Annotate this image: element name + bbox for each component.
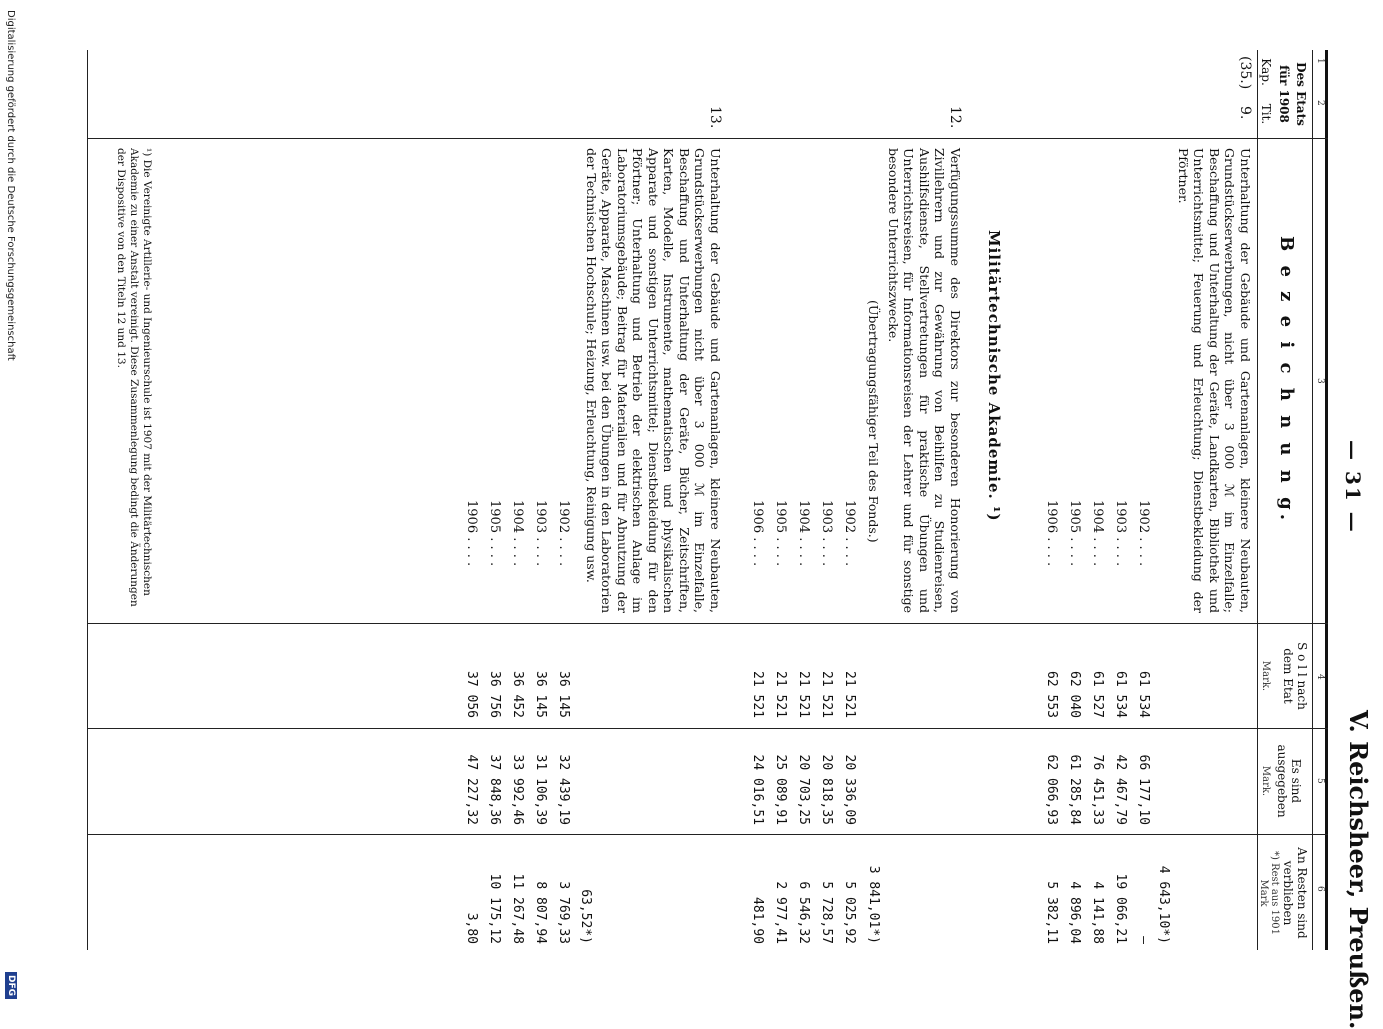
row-ausgegeben: 61 285,84 [1067, 754, 1082, 825]
col4-col5-rule [88, 728, 1328, 729]
entry-description: Unterhaltung der Gebäude und Gartenanlagen, kleinere Neubauten, Grundstückserwerbungen nicht über 3 000 ℳ im Einzelfalle, Beschaffung und Unterhaltung der Geräte, Bücher, Zeitschriften, Karten, Modelle, Instrumente, mathematischen und physikalischen Apparate und sonstigen Unterrichtsmittel; Dienstbekleidung für den Pförtner; Unterhaltung und Betrieb der elektrischen Anlage im Laboratoriumsgebäude; Beitrag für Materialien und für Abnutzung der Geräte, Apparate, Maschinen usw. bei den Übungen in den Laboratorien der Technischen Hochschule; Heizung, Erleuchtung, Reinigung usw. [584, 148, 723, 613]
row-soll: 21 521 [796, 671, 811, 718]
column-number-5: 5 [1315, 778, 1325, 784]
row-soll: 36 145 [533, 671, 548, 718]
etats-title-line2: für 1908 [1277, 65, 1291, 123]
row-rest: 2 977,41 [773, 881, 788, 944]
row-ausgegeben: 25 089,91 [773, 754, 788, 825]
row-soll: 36 452 [510, 671, 525, 718]
entry-description: Unterhaltung der Gebäude und Gartenanlagen, kleinere Neubauten, Grundstückserwerbungen, nicht über 3 000 ℳ im Einzelfalle; Beschaffung und Unterhaltung der Geräte, Landkarten, Bibliothek und Unterrichtsmittel; Feuerung und Erleuchtung; Dienstbekleidung der Pförtner. [1176, 148, 1253, 613]
column-number-2: 2 [1315, 100, 1325, 106]
row-ausgegeben: 20 336,09 [842, 754, 857, 825]
row-ausgegeben: 66 177,10 [1136, 754, 1151, 825]
row-ausgegeben: 76 451,33 [1090, 754, 1105, 825]
row-year: 1905 . . . . [773, 500, 788, 567]
row-ausgegeben: 20 703,25 [796, 754, 811, 825]
row-rest: 5 382,11 [1044, 881, 1059, 944]
row-year: 1904 . . . . [796, 500, 811, 567]
row-soll: 36 756 [487, 671, 502, 718]
row-ausgegeben: 32 439,19 [556, 754, 571, 825]
ausgegeben-unit: Mark. [1260, 765, 1271, 797]
opening-rest: 3 841,01*) [866, 865, 881, 944]
column-number-3: 3 [1315, 378, 1325, 384]
opening-rest: 4 643,10*) [1156, 865, 1171, 944]
etats-title-line1: Des Etats [1294, 62, 1308, 126]
row-soll: 36 145 [556, 671, 571, 718]
row-rest: 3,80 [464, 912, 479, 944]
row-rest: 11 267,48 [510, 873, 525, 944]
kap-label: Kap. [1259, 58, 1273, 86]
row-rest: 8 807,94 [533, 881, 548, 944]
footnote: ¹) Die Vereinigte Artillerie- und Ingenieurschule ist 1907 mit der Militärtechnischen Akademie zu einer Anstalt vereinigt. Diese Zusammenlegung bedingt die Änderungen der Dispositive von den Titeln 12 und 13. [115, 148, 153, 607]
col3-col4-rule [88, 623, 1328, 624]
row-rest: 5 728,57 [819, 881, 834, 944]
row-year: 1905 . . . . [1067, 500, 1082, 567]
row-soll: 37 056 [464, 671, 479, 718]
row-rest: 4 141,88 [1090, 881, 1105, 944]
row-rest: 6 546,32 [796, 881, 811, 944]
row-ausgegeben: 62 066,93 [1044, 754, 1059, 825]
bezeichnung-title: B e z e i c h n u n g. [1276, 235, 1297, 524]
row-rest: 3 769,33 [556, 881, 571, 944]
row-rest: 5 025,92 [842, 881, 857, 944]
row-rest: 19 066,21 [1113, 873, 1128, 944]
entry-description: Verfügungssumme des Direktors zur besonderen Honorierung von Zivillehrern und zur Gewährung von Beihilfen zu Studienreisen, Aushilfsdienste, Stellvertretungen für praktische Übungen und Unterrichtsreisen, für Informationsreisen der Lehrer und für sonstige besondere Unterrichtszwecke. [886, 148, 963, 613]
row-soll: 21 521 [819, 671, 834, 718]
row-soll: 62 040 [1067, 671, 1082, 718]
section-running-head: V. Reichsheer, Preußen. [1344, 710, 1373, 1029]
row-year: 1906 . . . . [464, 500, 479, 567]
row-year: 1903 . . . . [1113, 500, 1128, 567]
column-number-4: 4 [1315, 674, 1325, 680]
reste-title: An Resten sind verblieben [1281, 847, 1309, 939]
entry-note: (Übertragungsfähiger Teil des Fonds.) [866, 300, 881, 543]
digitization-credit: Digitalisierung gefördert durch die Deutsche Forschungsgemeinschaft [5, 10, 16, 361]
row-soll: 21 521 [842, 671, 857, 718]
page-number: — 31 — [1341, 440, 1365, 534]
row-year: 1902 . . . . [842, 500, 857, 567]
row-soll: 61 534 [1136, 671, 1151, 718]
row-ausgegeben: 33 992,46 [510, 754, 525, 825]
reste-subtitle: *) Rest aus 1901 [1269, 850, 1280, 936]
col5-col6-rule [88, 834, 1328, 835]
entry-tit: 9. [1237, 106, 1253, 120]
table-top-rule [1325, 50, 1328, 950]
column-number-6: 6 [1315, 886, 1325, 892]
row-rest: 481,90 [750, 897, 765, 944]
row-soll: 61 527 [1090, 671, 1105, 718]
reste-unit: Mark [1258, 879, 1269, 907]
entry-kap: (35.) [1237, 56, 1253, 90]
row-rest: 10 175,12 [487, 873, 502, 944]
tit-label: Tit. [1259, 103, 1273, 125]
row-year: 1906 . . . . [1044, 500, 1059, 567]
dfg-logo: DFG [5, 972, 17, 999]
entry-tit: 13. [707, 106, 723, 129]
row-year: 1903 . . . . [533, 500, 548, 567]
row-year: 1902 . . . . [556, 500, 571, 567]
row-year: 1905 . . . . [487, 500, 502, 567]
row-ausgegeben: 47 227,32 [464, 754, 479, 825]
ausgegeben-title: Es sind ausgegeben [1275, 744, 1303, 818]
row-ausgegeben: 37 848,36 [487, 754, 502, 825]
soll-unit: Mark. [1260, 660, 1271, 692]
row-ausgegeben: 31 106,39 [533, 754, 548, 825]
row-ausgegeben: 42 467,79 [1113, 754, 1128, 825]
row-year: 1902 . . . . [1136, 500, 1151, 567]
digitization-credit-strip [1, 0, 17, 1000]
row-soll: 21 521 [750, 671, 765, 718]
row-rest: 4 896,04 [1067, 881, 1082, 944]
row-ausgegeben: 20 818,35 [819, 754, 834, 825]
row-year: 1906 . . . . [750, 500, 765, 567]
row-year: 1904 . . . . [510, 500, 525, 567]
row-soll: 21 521 [773, 671, 788, 718]
table-bottom-rule [87, 50, 88, 950]
row-soll: 62 553 [1044, 671, 1059, 718]
opening-rest: 63,52*) [578, 889, 593, 944]
row-year: 1903 . . . . [819, 500, 834, 567]
entry-tit: 12. [947, 106, 963, 129]
kap-tit-rule [88, 138, 1328, 139]
row-year: 1904 . . . . [1090, 500, 1105, 567]
column-number-1: 1 [1315, 58, 1325, 64]
section-title: Militärtechnische Akademie. ¹) [985, 230, 1003, 522]
row-ausgegeben: 24 016,51 [750, 754, 765, 825]
header-bottom-rule [1257, 50, 1258, 950]
row-rest: — [1136, 936, 1151, 944]
column-number-rule [1312, 50, 1313, 950]
row-soll: 61 534 [1113, 671, 1128, 718]
soll-title: S o l l nach dem Etat [1281, 642, 1309, 710]
